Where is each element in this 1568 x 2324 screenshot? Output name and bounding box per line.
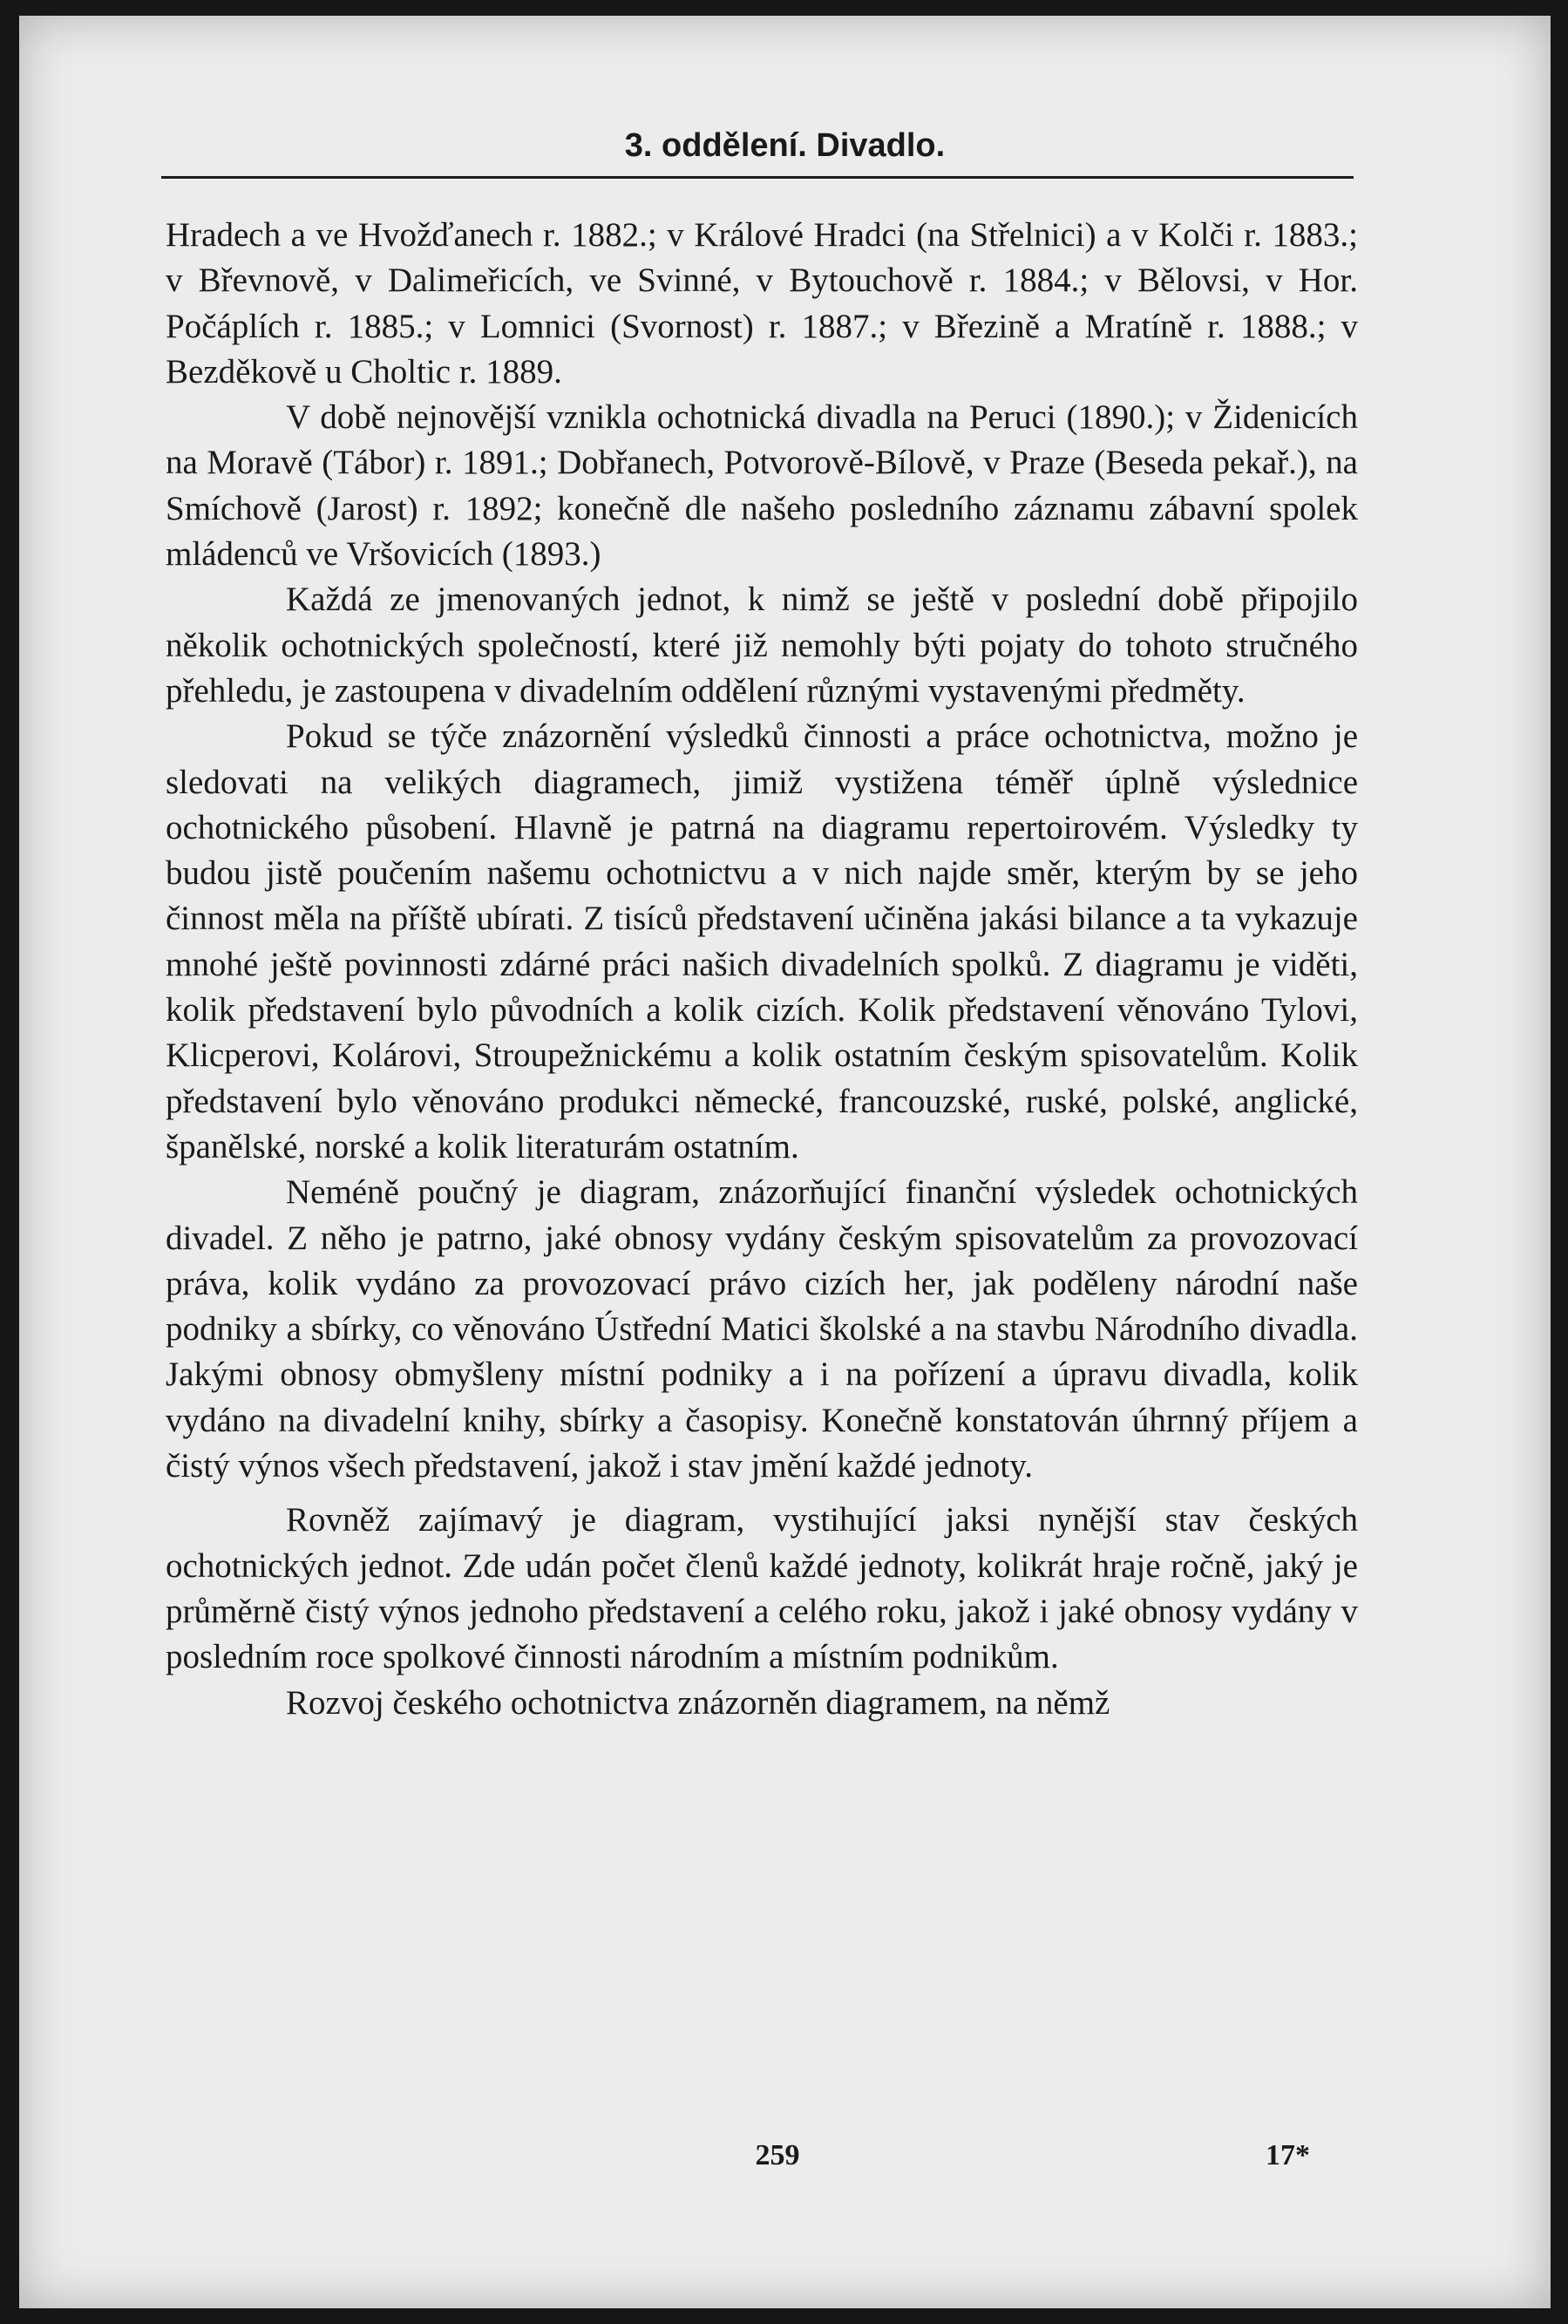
paragraph: Neméně poučný je diagram, znázorňující finanční výsledek ochotnických divadel. Z něho je patrno, jaké obnosy vydány českým spisovatelům za provozovací práva, kolik vydáno za provozovací právo cizích her, jak poděleny národní naše podniky a sbírky, co věnováno Ústřední Matici školské a na stavbu Národního divadla. Jakými obnosy obmyšleny místní podniky a i na pořízení a úpravu divadla, kolik vydáno na divadelní knihy, sbírky a časopisy. Konečně konstatován úhrnný příjem a čistý výnos všech představení, jakož i stav jmění každé jednoty. [166,1173,1358,1485]
running-header: 3. oddělení. Divadlo. [624,127,946,164]
paragraph: Každá ze jmenovaných jednot, k nimž se ještě v poslední době připojilo několik ochotnických společností, které již nemohly býti pojaty do tohoto stručného přehledu, je zastoupena v divadelním oddělení různými vystavenými předměty. [166,581,1358,710]
paragraph: V době nejnovější vznikla ochotnická divadla na Peruci (1890.); v Židenicích na Moravě (Tábor) r. 1891.; Dobřanech, Potvorově-Bílově, v Praze (Beseda pekař.), na Smíchově (Jarost) r. 1892; konečně dle našeho posledního záznamu zábavní spolek mládenců ve Vršovicích (1893.) [166,398,1358,574]
book-page [19,16,1551,2308]
paragraph: Pokud se týče znázornění výsledků činnosti a práce ochotnictva, možno je sledovati na velikých diagramech, jimiž vystižena téměř úplně výslednice ochotnického působení. Hlavně je patrná na diagramu repertoirovém. Výsledky ty budou jistě poučením našemu ochotnictvu a v nich najde směr, kterým by se jeho činnost měla na příště ubírati. Z tisíců představení učiněna jakási bilance a ta vykazuje mnohé ještě povinnosti zdárné práci našich divadelních spolků. Z diagramu je viděti, kolik představení bylo původních a kolik cizích. Kolik představení věnováno Tylovi, Klicperovi, Kolárovi, Stroupežnickému a kolik ostatním českým spisovatelům. Kolik představení bylo věnováno produkci německé, francouzské, ruské, polské, anglické, španělské, norské a kolik literaturám ostatním. [166,717,1358,1165]
header-rule [161,176,1354,179]
paragraph-continuation: Hradech a ve Hvožďanech r. 1882.; v Králové Hradci (na Střelnici) a v Kolči r. 1883.; v Břevnově, v Dalimeřicích, ve Svinné, v Bytouchově r. 1884.; v Bělovsi, v Hor. Počáplích r. 1885.; v Lomnici (Svornost) r. 1887.; v Březině a Mratíně r. 1888.; v Bezděkově u Choltic r. 1889. [166,216,1358,391]
page-number: 259 [755,2139,800,2171]
signature-mark: 17* [1266,2139,1310,2171]
paragraph: Rozvoj českého ochotnictva znázorněn diagramem, na němž [286,1683,1110,1722]
paragraph: Rovněž zajímavý je diagram, vystihující jaksi nynější stav českých ochotnických jednot. Zde udán počet členů každé jednoty, kolikrát hraje ročně, jaký je průměrně čistý výnos jednoho představení a celého roku, jakož i jaké obnosy vydány v posledním roce spolkové činnosti národním a místním podnikům. [166,1501,1358,1676]
body-text [166,213,1358,1726]
